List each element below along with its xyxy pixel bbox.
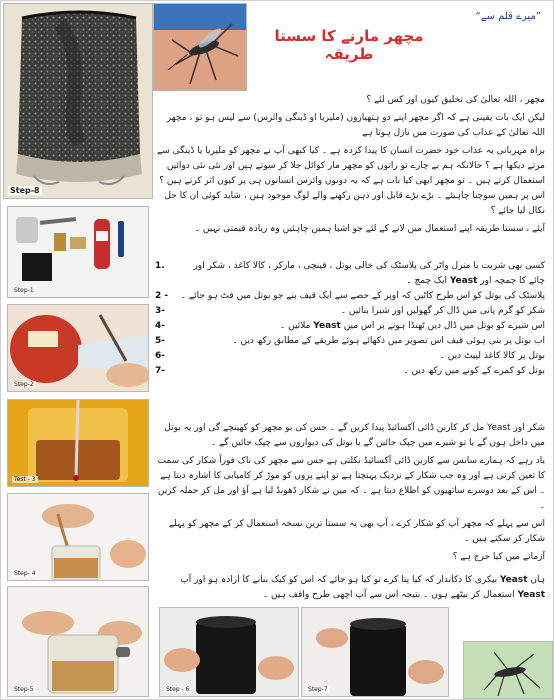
- closing-paragraph: [155, 573, 545, 603]
- yeast-word: Yeast: [449, 276, 478, 286]
- explanation-question: آزمانے میں کیا حرج ہے ؟: [452, 552, 545, 562]
- step-number: 7-: [155, 366, 165, 376]
- intro-paragraph: براہ مہربانی یہ عذاب خود حضرت انسان کا پیدا کردہ ہے ۔ کیا کبھی آپ نے مچھر کو ملیریا یا ڈینگی سے مرتے دیکھا ہے ؟ حالانکہ ہم بے چارے تو راتوں کو مچھر مار کوائل جلا کر سوتے ہیں اور نئی نئی دوائیں استعمال کرتے ہیں ۔ تو مچھر ابھی کیا بات ہے کہ یہ دونوں وائرس انسانوں ہی پر کیوں اثر کرتے ہیں ؟ اس پر ہمیں سوچنا چاہیئے ۔ بڑے بڑے قابل اور ذہن رکھنے والے لوگ موجود ہیں ، شاید کوئی ان کا حل نکال لیا جائے ؟: [156, 146, 545, 216]
- materials-image: [8, 207, 149, 298]
- black-wrapped-bottle-image: [302, 608, 449, 697]
- explanation-block: [155, 421, 545, 568]
- photo-step-2: [7, 304, 149, 392]
- step-number: 4-: [155, 321, 165, 331]
- step-item: [155, 304, 545, 319]
- mosquito-photo: [153, 3, 247, 91]
- closing-text: استعمال کر بیٹھے ہوں ۔ نتیجہ اس سے آپ اچھی طرح واقف ہیں ۔: [262, 590, 515, 600]
- step-number: 3-: [155, 306, 165, 316]
- yeast-word: Yeast: [517, 590, 545, 600]
- step-text: بوتل کو کمرے کے کونے میں رکھ دیں ۔: [403, 366, 545, 376]
- photo-step-7: [301, 607, 449, 697]
- mosquito-photo-bottom: [463, 641, 553, 699]
- method-intro: آیئے ، سستا طریقہ اپنے استعمال میں لانے کے لئے جو اشیا ہمیں چاہئیں وہ زیادہ قیمتی نہیں ۔: [194, 224, 545, 234]
- photo-label: Step-8: [10, 186, 40, 195]
- photo-label: Step - 6: [166, 686, 190, 693]
- explanation-paragraph: شکر اور Yeast مل کر کاربن ڈائی آکسائیڈ پیدا کریں گے ۔ جس کی بو مچھر کو کھینچے گی اور یہ بوتل میں داخل ہوں گے یا تو شیرے میں چپک جائیں گے یا بوتل کی دیواروں سے چپک جائیں گے ۔: [164, 423, 545, 448]
- photo-step-4: [7, 493, 149, 581]
- step-number: 5-: [155, 336, 165, 346]
- step-text: بوتل پر کالا کاغذ لپیٹ دیں ۔: [439, 351, 545, 361]
- step-item: [155, 319, 545, 334]
- photo-step-5: [7, 586, 149, 697]
- step-text: کسی بھی شربت یا منرل واٹر کی پلاسٹک کی خالی بوتل ، قینچی ، مارکر ، کالا کاغذ ، شکر اور چائے کا چمچہ اور: [193, 261, 545, 286]
- intro-block: [155, 93, 545, 240]
- photo-step-6: [159, 607, 299, 697]
- yeast-word: Yeast: [313, 321, 341, 331]
- closing-text: بیکری کا دکاندار کہ کیا پتا کرے تو کیا ہو جائے کہ اس کو کیک بنانے کا ارادہ ہو اور آپ: [180, 575, 498, 585]
- step-text: پلاسٹک کی بوتل کو اس طرح کاٹیں کہ اوپر کے حصے سے ایک قیف بنے جو بوتل میں فٹ ہو جائے ۔: [180, 291, 545, 301]
- column-name: ”میرے قلم سے“: [475, 11, 541, 22]
- step-text-tail: ملائیں ۔: [280, 321, 311, 331]
- step-number: 1.: [155, 261, 165, 271]
- bottle-with-mosquitoes-image: [4, 4, 153, 199]
- step-text: اب بوتل پر بنی ہوئی قیف اس تصویر میں دکھائے ہوئے طریقے کے مطابق رکھ دیں ۔: [232, 336, 545, 346]
- cutting-bottle-image: [8, 305, 149, 392]
- photo-label: Step-1: [14, 287, 34, 294]
- page-title: مچھر مارنے کا سستا طریقہ: [274, 27, 424, 63]
- yeast-word: Yeast: [499, 575, 528, 585]
- step-text: شکر کو گرم پانی میں ڈال کر گھولیں اور شیرا بنائیں ۔: [340, 306, 545, 316]
- placing-funnel-image: [8, 587, 149, 697]
- steps-list: [155, 259, 545, 379]
- step-number: 2 -: [155, 291, 169, 301]
- photo-label: Step- 4: [14, 570, 36, 577]
- intro-paragraph: لیکن ایک بات یقینی ہے کہ اگر مچھر اپنے دو ہتھیاروں (ملیریا او ڈینگی وائرس) سے لیس ہو تو ، مچھر اللہ تعالیٰ کے عذاب کی صورت میں نازل ہوتا ہے: [166, 113, 545, 138]
- photo-label: Test - 3: [14, 476, 36, 483]
- photo-step-8: [3, 3, 153, 199]
- step-text-tail: ایک چمچ ۔: [406, 276, 447, 286]
- step-item: [155, 334, 545, 349]
- photo-label: Step-2: [14, 381, 34, 388]
- explanation-paragraph: یاد رہے کہ ہمارے سانس سے کاربن ڈائی آکسائیڈ نکلتی ہے جس سے مچھر کی ناک فوراً شکار کی سمت کا تعین کرتی ہے اور وہ جب شکار کے نزدیک پہنچتا ہے تو اپنے پروں کو موڑ کر کامیابی کا اشارہ دیتا ہے ۔ اس کے بعد دوسرے ساتھیوں کو اطلاع دیتا ہے ۔ کہ میں نے شکار ڈھونڈ لیا ہے آؤ اور مل کر حملہ کریں ۔: [157, 456, 545, 511]
- step-number: 6-: [155, 351, 165, 361]
- explanation-paragraph: اس سے پہلے کہ مچھر آپ کو شکار کرے ، آپ بھی یہ سستا ترین نسخہ استعمال کر کے مچھر کو پہلے شکار کر سکتے ہیں ۔: [168, 519, 545, 544]
- photo-step-1: [7, 206, 149, 298]
- step-item: [155, 364, 545, 379]
- wrapping-black-paper-image: [160, 608, 299, 697]
- photo-label: Step-7: [308, 686, 328, 693]
- photo-test-3: [7, 399, 149, 487]
- mosquito-on-skin-image: [154, 4, 247, 91]
- intro-question: مچھر ، اللہ تعالیٰ کی تخلیق کیوں اور کس لئے ؟: [366, 95, 545, 105]
- photo-label: Step-5: [14, 686, 34, 693]
- step-item: [155, 259, 545, 289]
- pouring-syrup-image: [8, 494, 149, 581]
- step-item: [155, 289, 545, 304]
- step-item: [155, 349, 545, 364]
- step-text: اس شیرے کو بوتل میں ڈال دیں ٹھنڈا ہونے پر اس میں: [343, 321, 545, 331]
- mosquito-on-leaf-image: [464, 642, 553, 699]
- thermometer-in-syrup-image: [8, 400, 149, 487]
- closing-text: ہاں: [530, 575, 545, 585]
